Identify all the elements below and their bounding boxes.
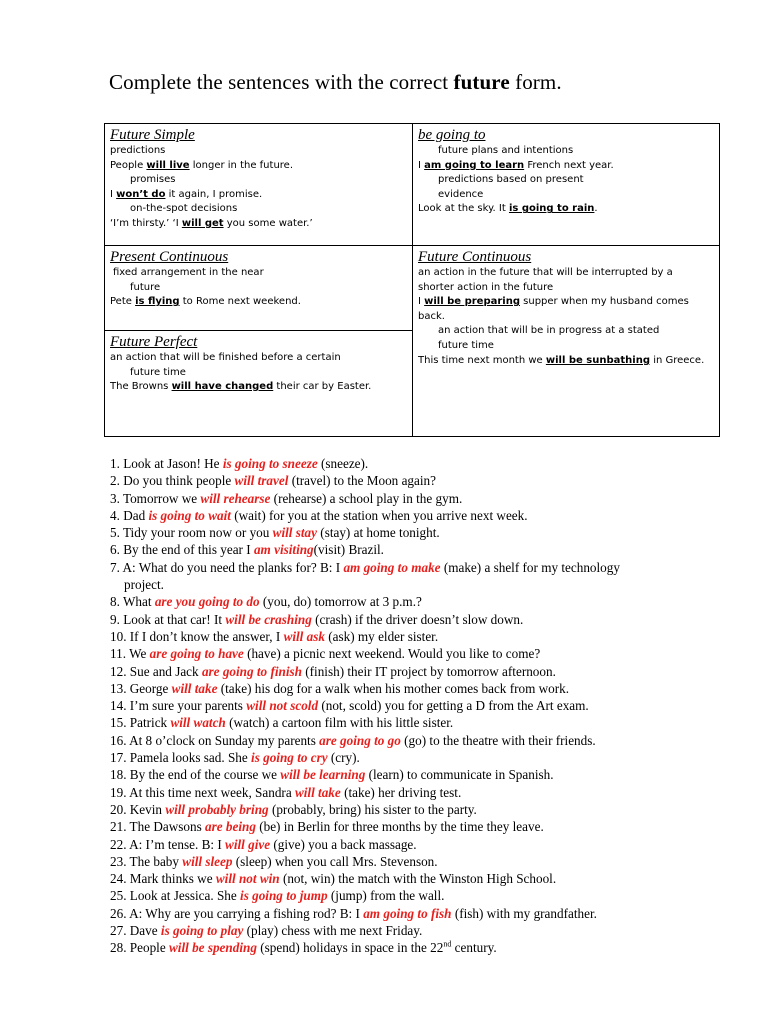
cell-heading: Future Continuous <box>418 249 532 265</box>
cell-line: an action that will be finished before a certain <box>110 352 341 363</box>
exercise-item <box>110 611 730 628</box>
item-number: 6. <box>110 542 120 558</box>
item-number: 26. <box>110 905 127 921</box>
item-text: (not, scold) you for getting a D from the Art exam. <box>318 698 589 714</box>
exercise-item <box>110 922 730 939</box>
cell-line: future plans and intentions <box>438 145 574 156</box>
item-text: (have) a picnic next weekend. Would you like to come? <box>243 646 541 662</box>
answer-text: will ask <box>283 628 325 644</box>
item-text: (wait) for you at the station when you arrive next week. <box>230 507 528 523</box>
cell-future-continuous <box>418 249 716 368</box>
cell-line: evidence <box>438 188 484 200</box>
exercise-item <box>110 749 730 766</box>
item-text: (take) his dog for a walk when his mother comes back from work. <box>217 680 570 696</box>
cell-line: Pete is flying to Rome next weekend. <box>110 296 301 308</box>
cell-line: promises <box>130 174 176 186</box>
item-text: (visit) Brazil. <box>313 542 384 558</box>
item-text: century. <box>451 940 497 956</box>
cell-be-going-to <box>418 127 716 217</box>
cell-future-simple <box>110 127 408 232</box>
item-text: A: I’m tense. B: I <box>129 836 226 852</box>
exercise-item <box>110 818 730 835</box>
item-text: (travel) to the Moon again? <box>288 473 436 489</box>
item-text: (take) her driving test. <box>340 784 462 800</box>
item-number: 16. <box>110 732 127 748</box>
cell-line: an action that will be in progress at a stated <box>438 325 660 337</box>
exercise-item <box>110 801 730 818</box>
item-text: (play) chess with me next Friday. <box>243 923 423 939</box>
answer-text: are going to finish <box>201 663 302 679</box>
item-number: 7. <box>110 559 120 575</box>
answer-text: will take <box>171 680 218 696</box>
cell-line: I am going to learn French next year. <box>418 159 614 171</box>
item-text: (rehearse) a school play in the gym. <box>270 490 463 506</box>
item-text: Look at Jessica. She <box>129 888 241 904</box>
item-number: 1. <box>110 456 120 471</box>
exercise-list <box>110 455 730 957</box>
answer-text: are you going to do <box>154 594 260 610</box>
exercise-item <box>110 593 730 610</box>
title-text: Complete the sentences with the correct <box>109 70 454 94</box>
cell-line: Look at the sky. It is going to rain. <box>418 203 598 215</box>
cell-future-perfect <box>110 334 408 395</box>
answer-text: will be crashing <box>225 611 312 627</box>
item-number: 5. <box>110 525 120 541</box>
item-text: A: What do you need the planks for? B: I <box>122 559 344 575</box>
item-text: (sneeze). <box>317 456 369 471</box>
answer-text: will probably bring <box>165 801 269 817</box>
item-number: 27. <box>110 923 127 939</box>
exercise-item <box>110 766 730 783</box>
cell-line: future <box>130 281 161 293</box>
answer-text: is going to sneeze <box>222 456 318 471</box>
table-divider-vertical <box>412 124 413 436</box>
item-text: (ask) my elder sister. <box>324 628 439 644</box>
item-number: 4. <box>110 507 120 523</box>
item-text: I’m sure your parents <box>129 698 247 714</box>
item-number: 8. <box>110 594 120 610</box>
cell-heading: Future Perfect <box>110 334 198 350</box>
cell-present-continuous <box>110 249 408 310</box>
exercise-item <box>110 714 730 731</box>
item-number: 9. <box>110 611 120 627</box>
item-number: 3. <box>110 490 120 506</box>
item-text: (be) in Berlin for three months by the time they leave. <box>255 819 544 835</box>
item-text: A: Why are you carrying a fishing rod? B: I <box>129 905 364 921</box>
answer-text: are being <box>205 819 256 835</box>
page-title <box>109 70 562 95</box>
item-text: Dad <box>123 507 149 523</box>
answer-text: is going to wait <box>148 507 231 523</box>
item-number: 2. <box>110 473 120 489</box>
answer-text: is going to jump <box>240 888 328 904</box>
item-text: Dave <box>129 923 161 939</box>
item-text: (learn) to communicate in Spanish. <box>365 767 554 783</box>
item-text: Do you think people <box>123 473 235 489</box>
title-text-end: form. <box>509 70 562 94</box>
exercise-item <box>110 939 730 956</box>
cell-line: fixed arrangement in the near <box>113 267 264 278</box>
item-text: By the end of the course we <box>129 767 281 783</box>
exercise-item <box>110 524 730 541</box>
item-text: (jump) from the wall. <box>327 888 445 904</box>
table-divider-row1 <box>105 245 719 246</box>
cell-line: shorter action in the future <box>418 281 554 293</box>
item-number: 19. <box>110 784 127 800</box>
cell-line: I won’t do it again, I promise. <box>110 188 263 200</box>
item-number: 15. <box>110 715 127 731</box>
item-number: 11. <box>110 646 126 662</box>
item-text: (crash) if the driver doesn’t slow down. <box>311 611 524 627</box>
item-text: (stay) at home tonight. <box>317 525 440 541</box>
item-number: 25. <box>110 888 127 904</box>
answer-text: is going to play <box>160 923 244 939</box>
exercise-item <box>110 541 730 558</box>
item-text: Sue and Jack <box>129 663 202 679</box>
item-text: (give) you a back massage. <box>270 836 417 852</box>
item-text: Mark thinks we <box>129 871 216 887</box>
tenses-table <box>104 123 720 437</box>
item-text: (watch) a cartoon film with his little sister. <box>225 715 454 731</box>
answer-text: will not scold <box>246 698 319 714</box>
exercise-item <box>110 645 730 662</box>
item-text: We <box>129 646 150 662</box>
item-text: At 8 o’clock on Sunday my parents <box>129 732 320 748</box>
exercise-item <box>110 887 730 904</box>
exercise-item <box>110 455 730 472</box>
title-bold-word: future <box>453 70 510 94</box>
superscript: nd <box>443 939 452 949</box>
item-text: Kevin <box>129 801 166 817</box>
item-text: (go) to the theatre with their friends. <box>400 732 596 748</box>
item-text: (finish) their IT project by tomorrow afternoon. <box>301 663 556 679</box>
exercise-item <box>110 559 730 594</box>
answer-text: will not win <box>215 871 280 887</box>
item-text: What <box>122 594 155 610</box>
cell-line: ‘I’m thirsty.’ ‘I will get you some water.’ <box>110 217 313 229</box>
cell-line: I will be preparing supper when my husband comes <box>418 296 689 308</box>
item-text: (probably, bring) his sister to the party. <box>268 801 477 817</box>
item-text: (cry). <box>327 750 360 766</box>
cell-line: future time <box>130 366 186 378</box>
item-text: (spend) holidays in space in the 22 <box>256 940 444 956</box>
exercise-item <box>110 853 730 870</box>
item-text: (not, win) the match with the Winston High School. <box>279 871 557 887</box>
item-text-continued: project. <box>124 577 164 593</box>
item-number: 21. <box>110 819 127 835</box>
answer-text: will be learning <box>280 767 366 783</box>
item-number: 14. <box>110 698 127 714</box>
answer-text: are going to have <box>149 646 244 662</box>
item-text: People <box>129 940 169 956</box>
exercise-item <box>110 870 730 887</box>
item-text: If I don’t know the answer, I <box>129 628 284 644</box>
answer-text: will sleep <box>182 853 233 869</box>
table-divider-row2 <box>105 330 412 331</box>
cell-heading: be going to <box>418 127 486 143</box>
exercise-item <box>110 836 730 853</box>
item-number: 24. <box>110 871 127 887</box>
answer-text: is going to cry <box>251 750 328 766</box>
item-number: 13. <box>110 680 127 696</box>
answer-text: will travel <box>234 473 289 489</box>
cell-line: predictions based on present <box>438 174 584 186</box>
answer-text: are going to go <box>319 732 401 748</box>
answer-text: am going to fish <box>363 905 452 921</box>
cell-line: The Browns will have changed their car by Easter. <box>110 381 372 393</box>
exercise-item <box>110 490 730 507</box>
item-number: 18. <box>110 767 127 783</box>
item-number: 28. <box>110 940 127 956</box>
cell-heading: Present Continuous <box>110 249 229 265</box>
item-text: Patrick <box>129 715 171 731</box>
item-text: By the end of this year I <box>123 542 254 558</box>
answer-text: am visiting <box>253 542 314 558</box>
item-number: 17. <box>110 750 127 766</box>
item-text: (sleep) when you call Mrs. Stevenson. <box>232 853 438 869</box>
cell-line: on-the-spot decisions <box>130 203 238 215</box>
exercise-item <box>110 472 730 489</box>
cell-line: predictions <box>110 145 166 156</box>
cell-heading: Future Simple <box>110 127 195 143</box>
item-text: At this time next week, Sandra <box>129 784 295 800</box>
item-text: (make) a shelf for my technology <box>440 559 620 575</box>
answer-text: will be spending <box>168 940 257 956</box>
item-number: 23. <box>110 853 127 869</box>
item-text: The Dawsons <box>129 819 205 835</box>
item-text: (you, do) tomorrow at 3 p.m.? <box>259 594 422 610</box>
exercise-item <box>110 784 730 801</box>
item-text: George <box>129 680 172 696</box>
item-number: 12. <box>110 663 127 679</box>
exercise-item <box>110 905 730 922</box>
item-number: 10. <box>110 628 127 644</box>
item-text: Tidy your room now or you <box>122 525 273 541</box>
answer-text: will rehearse <box>200 490 271 506</box>
answer-text: will take <box>294 784 341 800</box>
exercise-item <box>110 697 730 714</box>
exercise-item <box>110 507 730 524</box>
item-text: (fish) with my grandfather. <box>451 905 597 921</box>
item-text: Tomorrow we <box>122 490 201 506</box>
cell-line: back. <box>418 310 445 322</box>
exercise-item <box>110 628 730 645</box>
exercise-item <box>110 732 730 749</box>
cell-line: an action in the future that will be interrupted by a <box>418 267 673 278</box>
item-text: Pamela looks sad. She <box>129 750 252 766</box>
answer-text: will watch <box>170 715 226 731</box>
cell-line: future time <box>438 339 494 351</box>
answer-text: will give <box>225 836 271 852</box>
item-number: 22. <box>110 836 127 852</box>
answer-text: will stay <box>272 525 317 541</box>
item-text: Look at that car! It <box>123 611 226 627</box>
cell-line: People will live longer in the future. <box>110 159 294 171</box>
item-number: 20. <box>110 801 127 817</box>
exercise-item <box>110 663 730 680</box>
answer-text: am going to make <box>343 559 441 575</box>
cell-line: This time next month we will be sunbathing in Greece. <box>418 354 705 366</box>
exercise-item <box>110 680 730 697</box>
item-text: The baby <box>129 853 183 869</box>
item-text: Look at Jason! He <box>123 456 223 471</box>
